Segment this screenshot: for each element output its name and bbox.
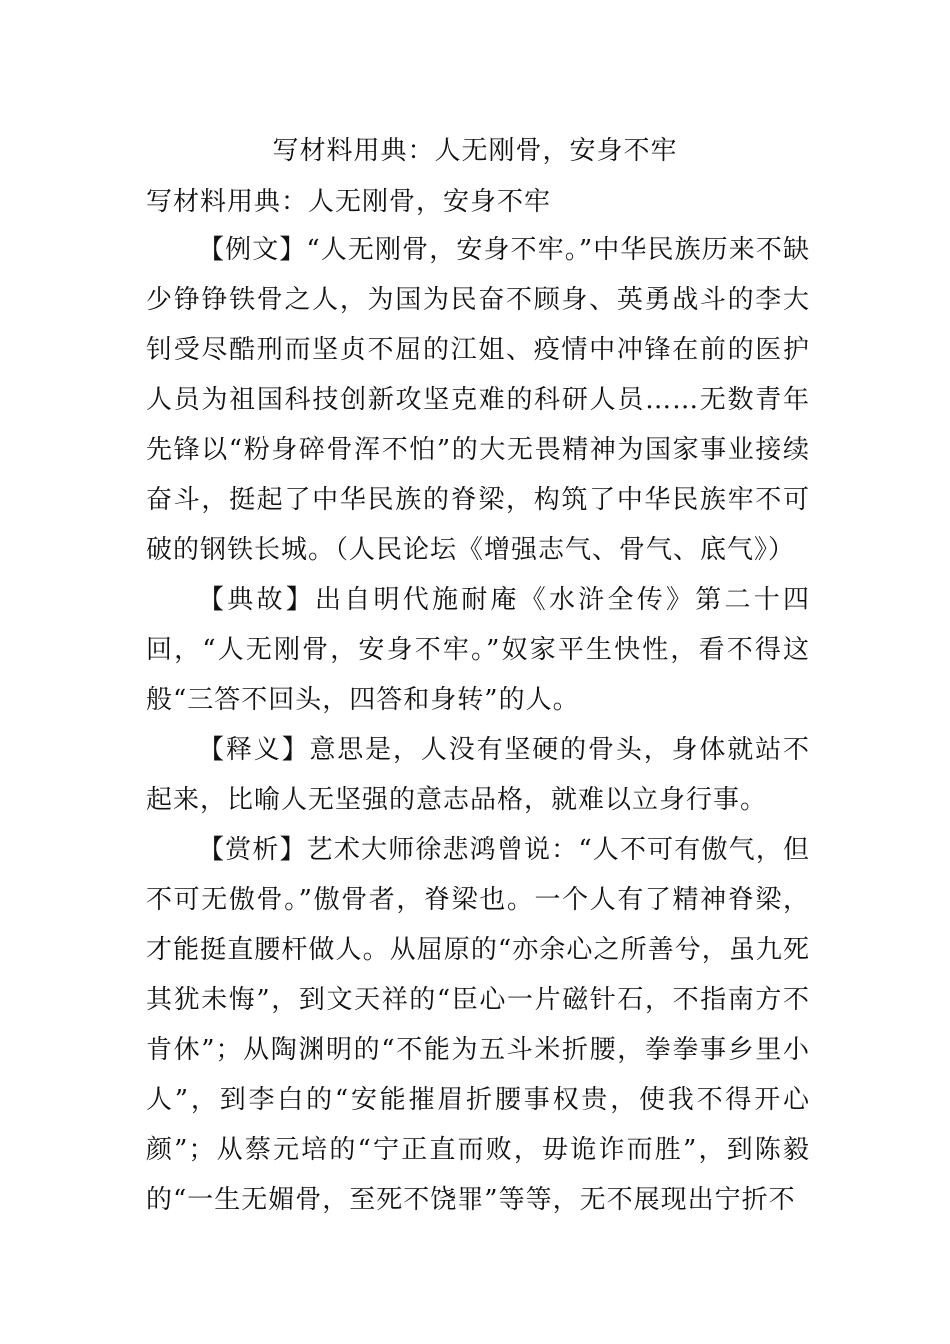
paragraph-tag: 【典故】 — [198, 585, 315, 615]
paragraph-tag: 【例文】 — [198, 235, 307, 265]
paragraph-tag: 【释义】 — [198, 735, 310, 765]
paragraph-text: “人无刚骨，安身不牢。”中华民族历来不缺少铮铮铁骨之人，为国为民奋不顾身、英勇战斗的李大钊受尽酷刑而坚贞不屈的江姐、疫情中冲锋在前的医护人员为祖国科技创新攻坚克难的科研人员……无数青年先锋以“粉身碎骨浑不怕”的大无畏精神为国家事业接续奋斗，挺起了中华民族的脊梁，构筑了中华民族牢不可破的钢铁长城。（人民论坛《增强志气、骨气、底气》） — [146, 235, 810, 565]
paragraph-text: 意思是，人没有坚硬的骨头，身体就站不起来，比喻人无坚强的意志品格，就难以立身行事。 — [146, 735, 810, 815]
paragraph-tag: 【赏析】 — [198, 835, 307, 865]
paragraph-text: 艺术大师徐悲鸿曾说：“人不可有傲气，但不可无傲骨。”傲骨者，脊梁也。一个人有了精神脊梁，才能挺直腰杆做人。从屈原的“亦余心之所善兮，虽九死其犹未悔”，到文天祥的“臣心一片磁针石，不指南方不肯休”；从陶渊明的“不能为五斗米折腰，拳拳事乡里小人”，到李白的“安能摧眉折腰事权贵，使我不得开心颜”；从蔡元培的“宁正直而败，毋诡诈而胜”，到陈毅的“一生无媚骨，至死不饶罪”等等，无不展现出宁折不 — [146, 835, 810, 1215]
document-body — [146, 179, 810, 1225]
paragraph-appreciation — [146, 825, 810, 1225]
paragraph-allusion — [146, 575, 810, 725]
paragraph-meaning — [146, 725, 810, 825]
paragraph-text: 出自明代施耐庵《水浒全传》第二十四回，“人无刚骨，安身不牢。”奴家平生快性，看不得这般“三答不回头，四答和身转”的人。 — [146, 585, 810, 715]
page-title: 写材料用典：人无刚骨，安身不牢 — [272, 136, 678, 166]
paragraph-example — [146, 225, 810, 575]
document-subtitle: 写材料用典：人无刚骨，安身不牢 — [146, 187, 552, 217]
